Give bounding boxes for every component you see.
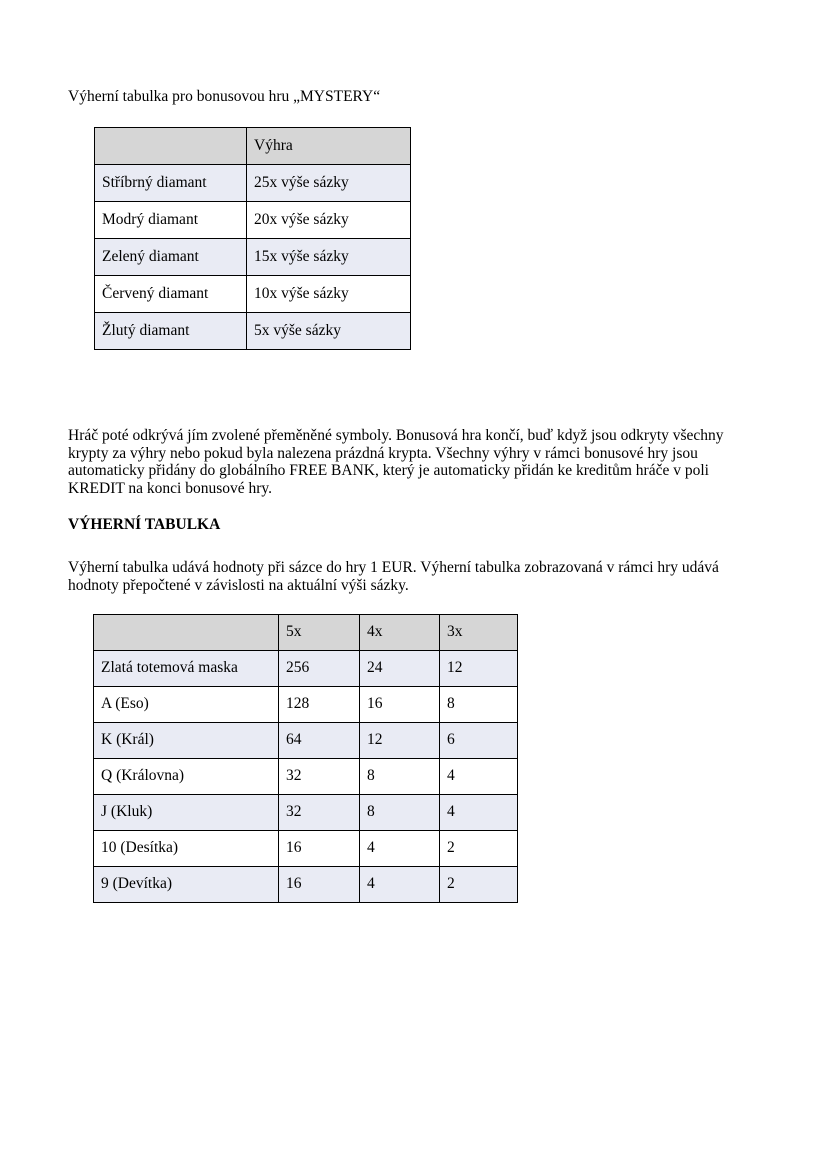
symbol-cell: 10 (Desítka) [94, 830, 279, 866]
paragraph-paytable: Výherní tabulka udává hodnoty při sázce do hry 1 EUR. Výherní tabulka zobrazovaná v rámci hry udává hodnoty přepočtené v závislosti na aktuální výši sázky. [68, 558, 719, 594]
table-row [94, 794, 518, 830]
bonus-win-table [94, 127, 411, 350]
symbol-cell: Zlatá totemová maska [94, 650, 279, 686]
bonus-table-title: Výherní tabulka pro bonusovou hru „MYSTERY“ [68, 88, 381, 105]
value-cell-4x: 4 [360, 866, 440, 902]
table-row [94, 866, 518, 902]
value-cell-4x: 8 [360, 794, 440, 830]
value-cell-3x: 4 [440, 758, 518, 794]
table-header-row [94, 614, 518, 650]
value-cell: 20x výše sázky [247, 201, 411, 238]
symbol-cell: A (Eso) [94, 686, 279, 722]
symbol-cell: Modrý diamant [95, 201, 247, 238]
paragraph-bonus-end: Hráč poté odkrývá jím zvolené přeměněné symboly. Bonusová hra končí, buď když jsou odkryty všechny krypty za výhry nebo pokud byla nalezena prázdná krypta. Všechny výhry v rámci bonusové hry jsou automaticky přidány do globálního FREE BANK, který je automaticky přidán ke kreditům hráče v poli KREDIT na konci bonusové hry. [68, 426, 724, 498]
value-cell-4x: 16 [360, 686, 440, 722]
value-cell-4x: 8 [360, 758, 440, 794]
paytable [93, 614, 518, 903]
value-cell: 15x výše sázky [247, 238, 411, 275]
value-cell-3x: 8 [440, 686, 518, 722]
value-cell-5x: 16 [279, 866, 360, 902]
header-cell-4x: 4x [360, 614, 440, 650]
value-cell-5x: 32 [279, 758, 360, 794]
paytable-heading: VÝHERNÍ TABULKA [68, 516, 221, 534]
table-row [95, 201, 411, 238]
table-row [95, 275, 411, 312]
table-row [95, 164, 411, 201]
symbol-cell: J (Kluk) [94, 794, 279, 830]
header-cell-empty [94, 614, 279, 650]
table-row [94, 686, 518, 722]
table-row [94, 830, 518, 866]
table-row [94, 758, 518, 794]
value-cell-4x: 12 [360, 722, 440, 758]
value-cell-3x: 4 [440, 794, 518, 830]
value-cell-5x: 128 [279, 686, 360, 722]
table-row [94, 650, 518, 686]
header-cell-empty [95, 127, 247, 164]
value-cell: 25x výše sázky [247, 164, 411, 201]
symbol-cell: Červený diamant [95, 275, 247, 312]
value-cell-3x: 2 [440, 866, 518, 902]
symbol-cell: 9 (Devítka) [94, 866, 279, 902]
table-header-row [95, 127, 411, 164]
header-cell-3x: 3x [440, 614, 518, 650]
symbol-cell: Zelený diamant [95, 238, 247, 275]
value-cell-4x: 24 [360, 650, 440, 686]
table-row [95, 238, 411, 275]
value-cell-5x: 256 [279, 650, 360, 686]
symbol-cell: K (Král) [94, 722, 279, 758]
value-cell-4x: 4 [360, 830, 440, 866]
header-cell-win: Výhra [247, 127, 411, 164]
table-row [95, 312, 411, 349]
symbol-cell: Stříbrný diamant [95, 164, 247, 201]
value-cell: 5x výše sázky [247, 312, 411, 349]
value-cell-5x: 64 [279, 722, 360, 758]
table-row [94, 722, 518, 758]
value-cell-5x: 16 [279, 830, 360, 866]
value-cell-3x: 2 [440, 830, 518, 866]
value-cell-5x: 32 [279, 794, 360, 830]
value-cell: 10x výše sázky [247, 275, 411, 312]
value-cell-3x: 6 [440, 722, 518, 758]
symbol-cell: Q (Královna) [94, 758, 279, 794]
header-cell-5x: 5x [279, 614, 360, 650]
symbol-cell: Žlutý diamant [95, 312, 247, 349]
value-cell-3x: 12 [440, 650, 518, 686]
